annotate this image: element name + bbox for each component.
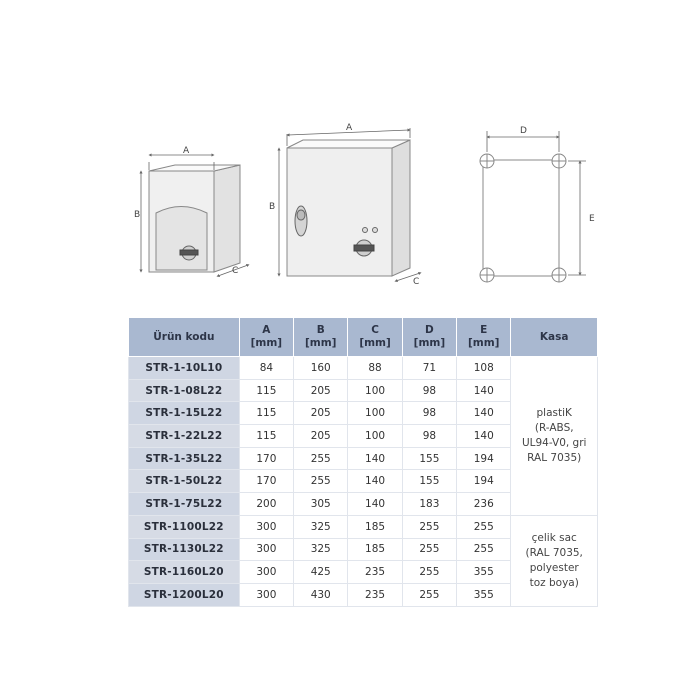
- cell-c: 140: [348, 470, 402, 493]
- header-d-label: D: [425, 324, 434, 336]
- small-label-b: B: [134, 210, 141, 220]
- cell-d: 98: [402, 425, 456, 448]
- cell-d: 155: [402, 447, 456, 470]
- cell-e: 236: [457, 493, 511, 516]
- enclosure-dimension-diagrams: [0, 0, 700, 310]
- header-d: [402, 318, 456, 357]
- cell-c: 140: [348, 493, 402, 516]
- header-kasa: Kasa: [511, 318, 598, 357]
- cell-d: 98: [402, 379, 456, 402]
- cell-a: 170: [239, 470, 293, 493]
- header-b: [294, 318, 348, 357]
- cell-c: 185: [348, 515, 402, 538]
- small-label-c: C: [232, 266, 239, 276]
- cell-code: STR-1-10L10: [129, 357, 240, 380]
- cell-code: STR-1200L20: [129, 583, 240, 606]
- cell-code: STR-1-22L22: [129, 425, 240, 448]
- cell-b: 325: [294, 515, 348, 538]
- cell-c: 185: [348, 538, 402, 561]
- cell-code: STR-1160L20: [129, 561, 240, 584]
- cell-e: 140: [457, 402, 511, 425]
- cell-code: STR-1-15L22: [129, 402, 240, 425]
- header-e-label: E: [480, 324, 488, 336]
- small-enclosure-drawing: [149, 165, 240, 272]
- cell-a: 115: [239, 425, 293, 448]
- mounting-dimension-lines: [487, 131, 586, 275]
- cell-c: 100: [348, 402, 402, 425]
- cell-d: 155: [402, 470, 456, 493]
- cell-code: STR-1130L22: [129, 538, 240, 561]
- cell-c: 100: [348, 425, 402, 448]
- cell-e: 255: [457, 538, 511, 561]
- mount-label-d: D: [520, 126, 527, 136]
- cell-e: 355: [457, 561, 511, 584]
- cell-b: 160: [294, 357, 348, 380]
- large-label-b: B: [269, 202, 276, 212]
- table-header-row: [129, 318, 598, 357]
- large-label-a: A: [346, 123, 353, 133]
- cell-a: 84: [239, 357, 293, 380]
- cell-a: 200: [239, 493, 293, 516]
- table-row: [129, 357, 598, 380]
- cell-code: STR-1-50L22: [129, 470, 240, 493]
- cell-c: 235: [348, 583, 402, 606]
- cell-a: 115: [239, 402, 293, 425]
- header-a-unit: [mm]: [250, 337, 283, 349]
- cell-a: 300: [239, 515, 293, 538]
- cell-b: 425: [294, 561, 348, 584]
- header-e-unit: [mm]: [468, 337, 500, 349]
- cell-b: 205: [294, 402, 348, 425]
- cell-a: 300: [239, 583, 293, 606]
- header-c-label: C: [371, 324, 379, 336]
- cell-code: STR-1100L22: [129, 515, 240, 538]
- cell-d: 255: [402, 561, 456, 584]
- cell-e: 194: [457, 470, 511, 493]
- kasa-steel-text: çelik sac (RAL 7035, polyester toz boya): [525, 531, 583, 589]
- cell-e: 140: [457, 425, 511, 448]
- cell-b: 205: [294, 379, 348, 402]
- cell-c: 88: [348, 357, 402, 380]
- header-c-unit: [mm]: [359, 337, 391, 349]
- cell-d: 255: [402, 583, 456, 606]
- cell-b: 325: [294, 538, 348, 561]
- cell-kasa-plastic: [511, 357, 598, 516]
- enclosure-spec-table: [128, 317, 598, 607]
- header-code: Ürün kodu: [129, 318, 240, 357]
- cell-e: 108: [457, 357, 511, 380]
- cell-a: 170: [239, 447, 293, 470]
- header-d-unit: [mm]: [413, 337, 446, 349]
- cell-b: 205: [294, 425, 348, 448]
- cell-a: 115: [239, 379, 293, 402]
- large-enclosure-drawing: [287, 140, 410, 276]
- cell-code: STR-1-75L22: [129, 493, 240, 516]
- cell-a: 300: [239, 538, 293, 561]
- cell-b: 305: [294, 493, 348, 516]
- cell-e: 194: [457, 447, 511, 470]
- small-label-a: A: [183, 146, 190, 156]
- table-row: [129, 515, 598, 538]
- header-a-label: A: [262, 324, 271, 336]
- cell-d: 255: [402, 538, 456, 561]
- cell-a: 300: [239, 561, 293, 584]
- header-c: [348, 318, 402, 357]
- cell-d: 255: [402, 515, 456, 538]
- cell-b: 430: [294, 583, 348, 606]
- large-label-c: C: [413, 277, 420, 287]
- cell-e: 140: [457, 379, 511, 402]
- mount-label-e: E: [589, 214, 595, 224]
- cell-code: STR-1-35L22: [129, 447, 240, 470]
- cell-d: 183: [402, 493, 456, 516]
- cell-e: 355: [457, 583, 511, 606]
- header-b-unit: [mm]: [304, 337, 337, 349]
- cell-code: STR-1-08L22: [129, 379, 240, 402]
- kasa-plastic-text: plastiK (R-ABS, UL94-V0, gri RAL 7035): [521, 406, 587, 464]
- cell-d: 98: [402, 402, 456, 425]
- header-b-label: B: [316, 324, 325, 336]
- cell-b: 255: [294, 447, 348, 470]
- mounting-hole-drawing: [480, 154, 566, 282]
- header-e: [457, 318, 511, 357]
- cell-b: 255: [294, 470, 348, 493]
- cell-kasa-steel: [511, 515, 598, 606]
- header-a: [239, 318, 293, 357]
- cell-c: 235: [348, 561, 402, 584]
- cell-e: 255: [457, 515, 511, 538]
- cell-d: 71: [402, 357, 456, 380]
- cell-c: 100: [348, 379, 402, 402]
- cell-c: 140: [348, 447, 402, 470]
